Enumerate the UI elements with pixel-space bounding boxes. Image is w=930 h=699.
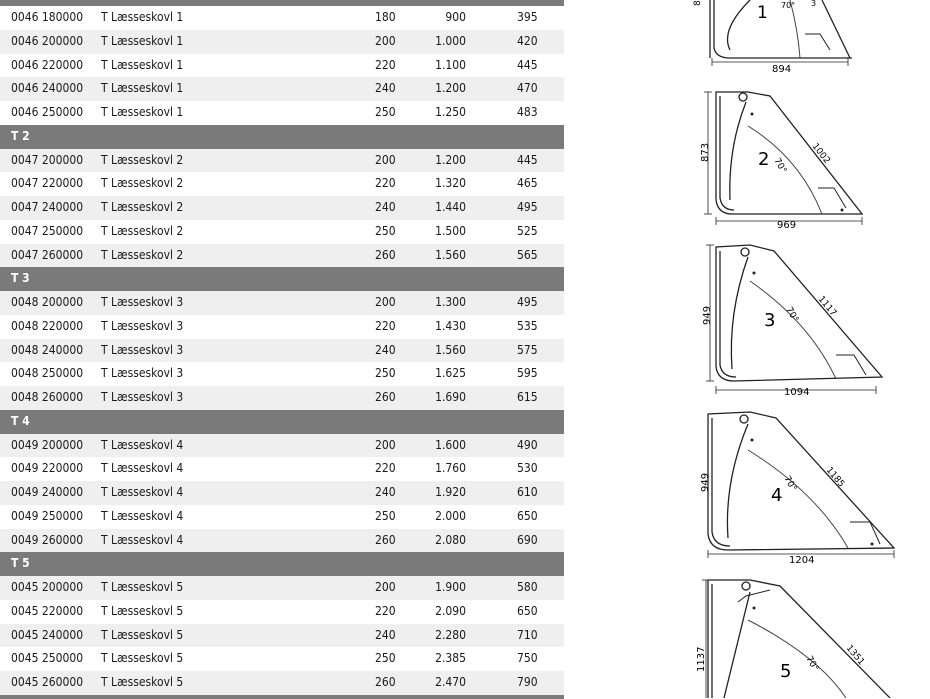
diagram-1-angle: 70° bbox=[781, 1, 796, 10]
item-weight: 650 bbox=[517, 508, 538, 523]
group-header-t2: T 2 bbox=[0, 125, 564, 149]
item-name: T Læsseskovl 3 bbox=[101, 342, 184, 357]
diagram-5-diagonal: 1351 bbox=[843, 643, 867, 668]
item-width: 260 bbox=[375, 247, 396, 262]
item-name: T Læsseskovl 1 bbox=[101, 81, 184, 96]
item-volume: 1.300 bbox=[435, 295, 466, 309]
diagram-5-number: 5 bbox=[780, 661, 792, 682]
item-weight: 535 bbox=[517, 318, 538, 333]
item-width: 240 bbox=[375, 200, 396, 214]
item-width: 260 bbox=[375, 390, 396, 404]
table-row bbox=[0, 101, 564, 125]
item-width: 240 bbox=[375, 342, 396, 357]
diagram-3-diagonal: 1117 bbox=[815, 294, 839, 319]
item-name: T Læsseskovl 5 bbox=[101, 675, 184, 689]
item-name: T Læsseskovl 2 bbox=[101, 176, 184, 191]
item-weight: 750 bbox=[517, 651, 538, 666]
table-bottom-bar bbox=[0, 695, 564, 699]
item-volume: 1.000 bbox=[435, 33, 466, 48]
item-volume: 2.080 bbox=[435, 532, 466, 547]
item-width: 220 bbox=[375, 57, 396, 72]
item-width: 200 bbox=[375, 33, 396, 48]
item-code: 0047 200000 bbox=[11, 152, 84, 167]
bucket-diagram-4 bbox=[650, 410, 930, 566]
item-code: 0047 260000 bbox=[11, 247, 84, 262]
item-volume: 1.690 bbox=[435, 390, 466, 404]
item-name: T Læsseskovl 5 bbox=[101, 580, 184, 594]
table-row bbox=[0, 315, 564, 339]
item-width: 250 bbox=[375, 366, 396, 381]
item-volume: 1.440 bbox=[435, 200, 466, 214]
table-row bbox=[0, 6, 564, 30]
item-volume: 1.100 bbox=[435, 57, 466, 72]
diagram-3-bottom: 1094 bbox=[784, 387, 810, 395]
item-name: T Læsseskovl 3 bbox=[101, 295, 184, 309]
diagram-4-bottom: 1204 bbox=[789, 555, 815, 566]
group-header-t3: T 3 bbox=[0, 267, 564, 291]
table-row bbox=[0, 339, 564, 363]
item-code: 0046 250000 bbox=[11, 105, 84, 119]
item-code: 0045 240000 bbox=[11, 627, 84, 642]
item-code: 0049 200000 bbox=[11, 437, 84, 452]
table-row bbox=[0, 386, 564, 410]
diagram-4-angle: 70° bbox=[781, 474, 799, 494]
item-weight: 530 bbox=[517, 461, 538, 476]
item-name: T Læsseskovl 5 bbox=[101, 651, 184, 666]
item-weight: 495 bbox=[517, 295, 538, 309]
item-volume: 2.280 bbox=[435, 627, 466, 642]
table-row bbox=[0, 30, 564, 54]
item-code: 0045 250000 bbox=[11, 651, 84, 666]
item-volume: 1.250 bbox=[435, 105, 466, 119]
item-weight: 580 bbox=[517, 580, 538, 594]
item-width: 220 bbox=[375, 603, 396, 618]
table-row bbox=[0, 434, 564, 458]
item-width: 260 bbox=[375, 532, 396, 547]
bucket-diagram-3 bbox=[650, 243, 930, 395]
item-code: 0045 200000 bbox=[11, 580, 84, 594]
table-row bbox=[0, 220, 564, 244]
item-code: 0049 220000 bbox=[11, 461, 84, 476]
item-volume: 2.470 bbox=[435, 675, 466, 689]
item-weight: 445 bbox=[517, 57, 538, 72]
group-header-t5: T 5 bbox=[0, 552, 564, 576]
item-name: T Læsseskovl 2 bbox=[101, 200, 184, 214]
item-weight: 710 bbox=[517, 627, 538, 642]
diagram-4-number: 4 bbox=[771, 485, 783, 506]
item-width: 220 bbox=[375, 176, 396, 191]
item-volume: 1.320 bbox=[435, 176, 466, 191]
bucket-diagram-5 bbox=[650, 576, 930, 698]
item-weight: 525 bbox=[517, 223, 538, 238]
item-weight: 445 bbox=[517, 152, 538, 167]
item-name: T Læsseskovl 3 bbox=[101, 390, 184, 404]
item-width: 200 bbox=[375, 152, 396, 167]
item-code: 0049 250000 bbox=[11, 508, 84, 523]
table-row bbox=[0, 244, 564, 268]
item-volume: 900 bbox=[445, 10, 466, 24]
item-name: T Læsseskovl 4 bbox=[101, 485, 184, 499]
diagram-5-angle: 70° bbox=[803, 654, 821, 674]
item-weight: 575 bbox=[517, 342, 538, 357]
bucket-diagram-1 bbox=[650, 0, 930, 75]
diagram-1-bottom: 894 bbox=[772, 64, 792, 75]
item-volume: 2.000 bbox=[435, 508, 466, 523]
item-width: 240 bbox=[375, 81, 396, 96]
item-width: 200 bbox=[375, 580, 396, 594]
diagram-1-diagonal: 3 bbox=[811, 0, 817, 8]
item-volume: 1.760 bbox=[435, 461, 466, 476]
item-width: 180 bbox=[375, 10, 396, 24]
table-row bbox=[0, 172, 564, 196]
item-volume: 1.200 bbox=[435, 152, 466, 167]
item-code: 0047 250000 bbox=[11, 223, 84, 238]
diagram-3-angle: 70° bbox=[783, 305, 801, 325]
item-weight: 395 bbox=[517, 10, 538, 24]
item-code: 0047 220000 bbox=[11, 176, 84, 191]
item-weight: 470 bbox=[517, 81, 538, 96]
item-name: T Læsseskovl 5 bbox=[101, 627, 184, 642]
item-volume: 1.500 bbox=[435, 223, 466, 238]
item-width: 250 bbox=[375, 105, 396, 119]
item-name: T Læsseskovl 3 bbox=[101, 318, 184, 333]
diagram-2-diagonal: 1002 bbox=[809, 141, 832, 166]
table-row bbox=[0, 481, 564, 505]
item-weight: 465 bbox=[517, 176, 538, 191]
item-width: 240 bbox=[375, 485, 396, 499]
table-row bbox=[0, 196, 564, 220]
item-code: 0046 240000 bbox=[11, 81, 84, 96]
diagram-2-angle: 70° bbox=[771, 156, 789, 176]
item-weight: 610 bbox=[517, 485, 538, 499]
table-row bbox=[0, 149, 564, 173]
item-weight: 420 bbox=[517, 33, 538, 48]
bucket-diagram-2 bbox=[650, 88, 930, 230]
item-width: 220 bbox=[375, 318, 396, 333]
item-volume: 1.200 bbox=[435, 81, 466, 96]
item-code: 0048 240000 bbox=[11, 342, 84, 357]
table-row bbox=[0, 671, 564, 695]
diagram-1-number: 1 bbox=[757, 3, 768, 23]
diagram-3-number: 3 bbox=[764, 310, 776, 331]
table-row bbox=[0, 647, 564, 671]
item-weight: 690 bbox=[517, 532, 538, 547]
item-name: T Læsseskovl 4 bbox=[101, 437, 184, 452]
item-name: T Læsseskovl 2 bbox=[101, 247, 184, 262]
item-code: 0046 180000 bbox=[11, 10, 84, 24]
diagram-2-number: 2 bbox=[758, 149, 770, 170]
item-weight: 615 bbox=[517, 390, 538, 404]
item-weight: 490 bbox=[517, 437, 538, 452]
item-name: T Læsseskovl 2 bbox=[101, 223, 184, 238]
item-width: 200 bbox=[375, 295, 396, 309]
table-row bbox=[0, 54, 564, 78]
table-row bbox=[0, 457, 564, 481]
item-width: 200 bbox=[375, 437, 396, 452]
table-row bbox=[0, 362, 564, 386]
item-volume: 1.560 bbox=[435, 247, 466, 262]
item-width: 240 bbox=[375, 627, 396, 642]
diagram-2-height: 873 bbox=[700, 142, 711, 162]
item-volume: 1.430 bbox=[435, 318, 466, 333]
table-row bbox=[0, 77, 564, 101]
item-name: T Læsseskovl 2 bbox=[101, 152, 184, 167]
diagram-5-height: 1137 bbox=[696, 646, 707, 672]
diagram-1-height: 8 bbox=[693, 0, 703, 6]
item-code: 0046 220000 bbox=[11, 57, 84, 72]
item-code: 0049 240000 bbox=[11, 485, 84, 499]
item-volume: 2.090 bbox=[435, 603, 466, 618]
item-volume: 1.920 bbox=[435, 485, 466, 499]
item-code: 0046 200000 bbox=[11, 33, 84, 48]
item-name: T Læsseskovl 1 bbox=[101, 10, 184, 24]
item-width: 260 bbox=[375, 675, 396, 689]
item-code: 0049 260000 bbox=[11, 532, 84, 547]
item-weight: 790 bbox=[517, 675, 538, 689]
table-row bbox=[0, 529, 564, 553]
item-code: 0048 250000 bbox=[11, 366, 84, 381]
item-code: 0048 260000 bbox=[11, 390, 84, 404]
item-name: T Læsseskovl 1 bbox=[101, 33, 184, 48]
item-name: T Læsseskovl 1 bbox=[101, 105, 184, 119]
item-volume: 1.900 bbox=[435, 580, 466, 594]
diagram-3-height: 949 bbox=[702, 305, 713, 325]
item-width: 250 bbox=[375, 223, 396, 238]
diagram-4-diagonal: 1185 bbox=[823, 465, 847, 490]
group-header-t4: T 4 bbox=[0, 410, 564, 434]
item-code: 0047 240000 bbox=[11, 200, 84, 214]
item-name: T Læsseskovl 4 bbox=[101, 461, 184, 476]
item-width: 220 bbox=[375, 461, 396, 476]
bucket-diagrams bbox=[650, 0, 930, 698]
item-weight: 495 bbox=[517, 200, 538, 214]
item-code: 0045 260000 bbox=[11, 675, 84, 689]
table-row bbox=[0, 505, 564, 529]
item-name: T Læsseskovl 4 bbox=[101, 508, 184, 523]
item-weight: 483 bbox=[517, 105, 538, 119]
item-width: 250 bbox=[375, 651, 396, 666]
item-code: 0048 220000 bbox=[11, 318, 84, 333]
item-name: T Læsseskovl 3 bbox=[101, 366, 184, 381]
diagram-4-height: 949 bbox=[700, 472, 711, 492]
item-volume: 1.600 bbox=[435, 437, 466, 452]
item-volume: 1.625 bbox=[435, 366, 466, 381]
item-code: 0045 220000 bbox=[11, 603, 84, 618]
item-weight: 650 bbox=[517, 603, 538, 618]
item-volume: 2.385 bbox=[435, 651, 466, 666]
table-row bbox=[0, 291, 564, 315]
table-row bbox=[0, 624, 564, 648]
table-row bbox=[0, 576, 564, 600]
item-weight: 565 bbox=[517, 247, 538, 262]
item-volume: 1.560 bbox=[435, 342, 466, 357]
item-name: T Læsseskovl 4 bbox=[101, 532, 184, 547]
item-code: 0048 200000 bbox=[11, 295, 84, 309]
item-width: 250 bbox=[375, 508, 396, 523]
item-name: T Læsseskovl 1 bbox=[101, 57, 184, 72]
item-name: T Læsseskovl 5 bbox=[101, 603, 184, 618]
diagram-2-bottom: 969 bbox=[777, 220, 797, 230]
item-weight: 595 bbox=[517, 366, 538, 381]
table-row bbox=[0, 600, 564, 624]
